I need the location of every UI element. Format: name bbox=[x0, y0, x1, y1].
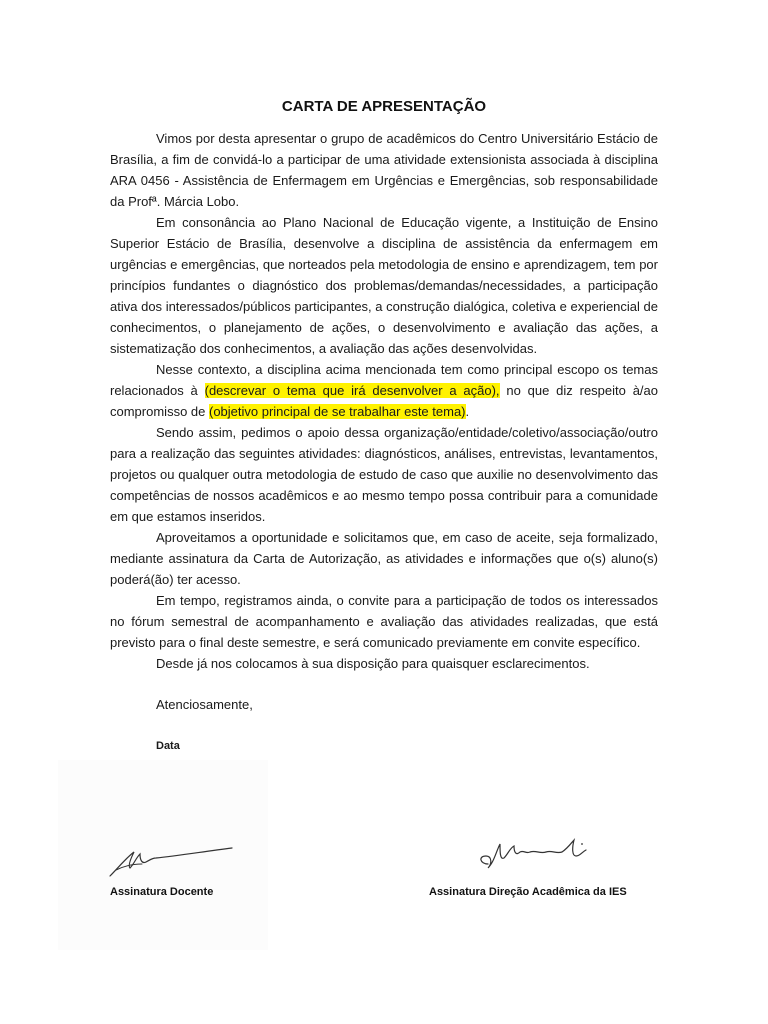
highlight-theme-placeholder: (descrevar o tema que irá desenvolver a ação), bbox=[204, 383, 500, 398]
direcao-signature-icon bbox=[474, 834, 592, 872]
document-title: CARTA DE APRESENTAÇÃO bbox=[281, 98, 487, 115]
letter-body bbox=[110, 128, 658, 674]
highlight-objective-placeholder: (objetivo principal de se trabalhar este tema) bbox=[208, 404, 466, 419]
docente-signature-icon bbox=[106, 836, 236, 880]
context-text-1: Nesse contexto, a disciplina acima mencionada tem como principal escopo os temas relacionados à bbox=[110, 362, 658, 398]
paragraph-support: Sendo assim, pedimos o apoio dessa organização/entidade/coletivo/associação/outro para a realização das seguintes atividades: diagnósticos, análises, entrevistas, levantamentos, projetos ou qualquer outra metodologia de estudo de caso que auxilie no desenvolvimento das competências de nossos acadêmicos e ao mesmo tempo possa contribuir para a comunidade em que estamos inseridos. bbox=[110, 425, 658, 524]
paragraph-availability: Desde já nos colocamos à sua disposição para quaisquer esclarecimentos. bbox=[156, 656, 590, 671]
paragraph-authorization: Aproveitamos a oportunidade e solicitamos que, em caso de aceite, seja formalizado, mediante assinatura da Carta de Autorização, as atividades e informações que o(s) aluno(s) poderá(ão) ter acesso. bbox=[110, 530, 658, 587]
direcao-signature-label: Assinatura Direção Acadêmica da IES bbox=[429, 886, 627, 898]
paragraph-plan: Em consonância ao Plano Nacional de Educação vigente, a Instituição de Ensino Superior Estácio de Brasília, desenvolve a disciplina de assistência da enfermagem em urgências e emergências, que norteados pela metodologia de ensino e aprendizagem, tem por princípios fundantes o diagnóstico dos problemas/demandas/necessidades, a participação ativa dos interessados/públicos participantes, a construção dialógica, coletiva e experiencial de conhecimentos, o planejamento de ações, o desenvolvimento e avaliação das ações, a sistematização dos conhecimentos, a avaliação das ações desenvolvidas. bbox=[110, 215, 658, 356]
docente-signature-label: Assinatura Docente bbox=[110, 886, 214, 898]
context-text-2: no que diz respeito à/ao compromisso de bbox=[110, 383, 659, 419]
paragraph-forum: Em tempo, registramos ainda, o convite para a participação de todos os interessados no fórum semestral de acompanhamento e avaliação das atividades realizadas, que está previsto para o final deste semestre, e será comunicado previamente em convite específico. bbox=[110, 593, 658, 650]
closing-salutation: Atenciosamente, bbox=[156, 697, 253, 712]
paragraph-context bbox=[110, 359, 658, 422]
date-label: Data bbox=[156, 740, 180, 752]
paragraph-intro: Vimos por desta apresentar o grupo de acadêmicos do Centro Universitário Estácio de Brasília, a fim de convidá-lo a participar de uma atividade extensionista associada à disciplina ARA 0456 - Assistência de Enfermagem em Urgências e Emergências, sob responsabilidade da Profª. Márcia Lobo. bbox=[110, 131, 658, 209]
context-text-3: . bbox=[465, 404, 470, 419]
